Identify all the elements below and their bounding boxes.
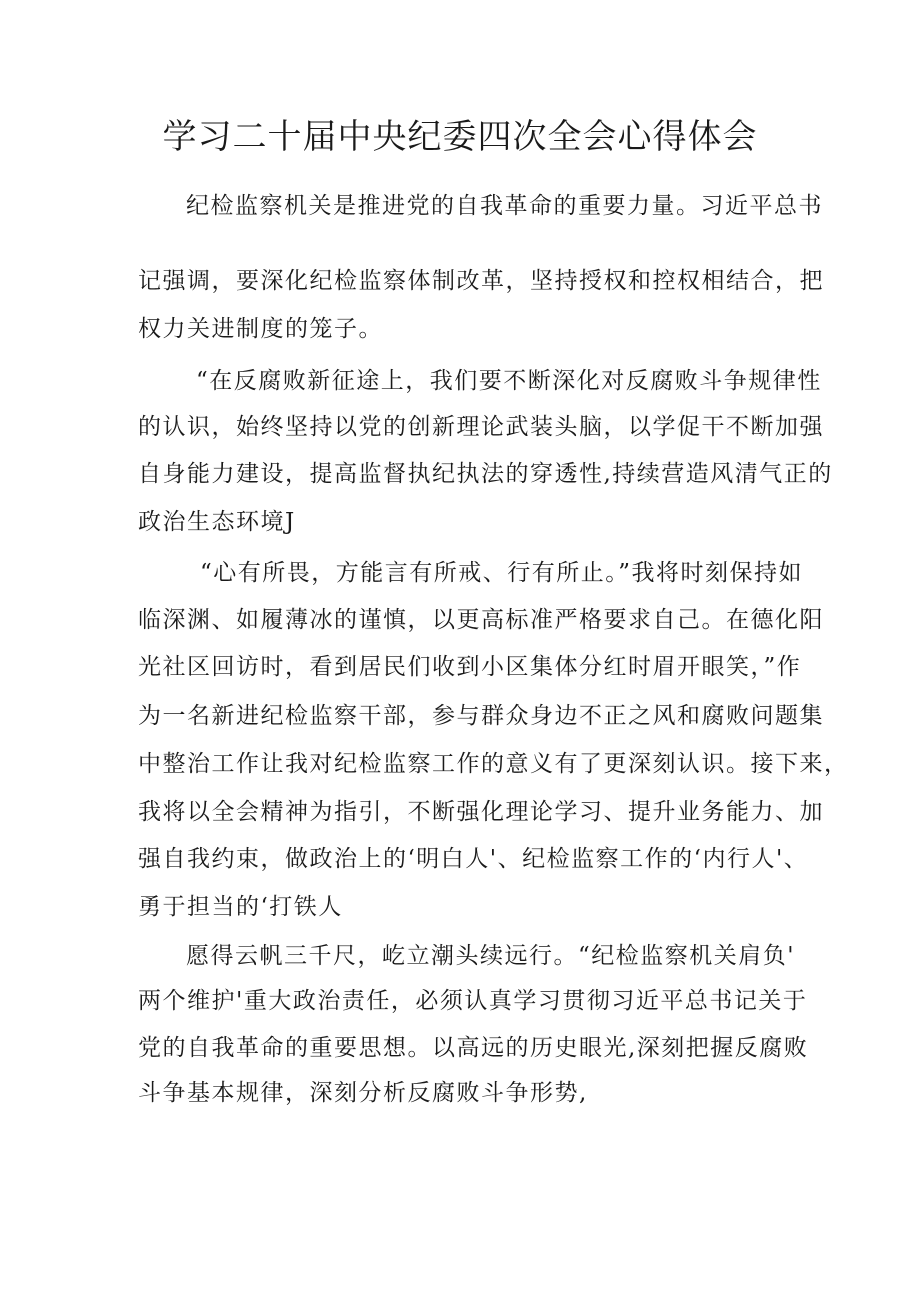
paragraph-4-line-3: 党的自我革命的重要思想。以高远的历史眼光,深刻把握反腐败 bbox=[138, 1035, 809, 1061]
paragraph-4-line-2: 两个维护'重大政治责任，必须认真学习贯彻习近平总书记关于 bbox=[138, 988, 808, 1014]
paragraph-4-line-1: 愿得云帆三千尺，屹立潮头续远行。“纪检监察机关肩负' bbox=[186, 943, 796, 969]
paragraph-1-line-3: 权力关进制度的笼子。 bbox=[138, 316, 383, 342]
paragraph-3-line-3: 光社区回访时，看到居民们收到小区集体分红时眉开眼笑，”作 bbox=[138, 654, 802, 680]
paragraph-3-line-1: “心有所畏，方能言有所戒、行有所止。”我将时刻保持如 bbox=[200, 560, 804, 586]
paragraph-2-line-1: “在反腐败新征途上，我们要不断深化对反腐败斗争规律性 bbox=[196, 368, 822, 394]
paragraph-2-line-2: 的认识，始终坚持以党的创新理论武装头脑，以学促干不断加强 bbox=[138, 414, 824, 440]
paragraph-3-line-2: 临深渊、如履薄冰的谨慎，以更高标准严格要求自己。在德化阳 bbox=[138, 607, 824, 633]
paragraph-3-line-6: 我将以全会精神为指引，不断强化理论学习、提升业务能力、加 bbox=[138, 799, 824, 825]
paragraph-3-line-8: 勇于担当的‘打铁人 bbox=[138, 894, 343, 920]
paragraph-3-line-4: 为一名新进纪检监察干部，参与群众身边不正之风和腐败问题集 bbox=[138, 703, 824, 729]
paragraph-3-line-7: 强自我约束，做政治上的‘明白人'、纪检监察工作的‘内行人'、 bbox=[138, 846, 809, 872]
paragraph-1-line-1: 纪检监察机关是推进党的自我革命的重要力量。习近平总书 bbox=[186, 193, 823, 219]
paragraph-4-line-4: 斗争基本规律，深刻分析反腐败斗争形势, bbox=[138, 1080, 588, 1106]
paragraph-3-line-5: 中整治工作让我对纪检监察工作的意义有了更深刻认识。接下来， bbox=[138, 751, 849, 777]
paragraph-2-line-3: 自身能力建设，提高监督执纪执法的穿透性,持续营造风清气正的 bbox=[138, 461, 833, 487]
document-title: 学习二十届中央纪委四次全会心得体会 bbox=[162, 117, 758, 157]
paragraph-1-line-2: 记强调，要深化纪检监察体制改革，坚持授权和控权相结合，把 bbox=[138, 268, 824, 294]
paragraph-2-line-4: 政治生态环境J bbox=[138, 509, 296, 535]
